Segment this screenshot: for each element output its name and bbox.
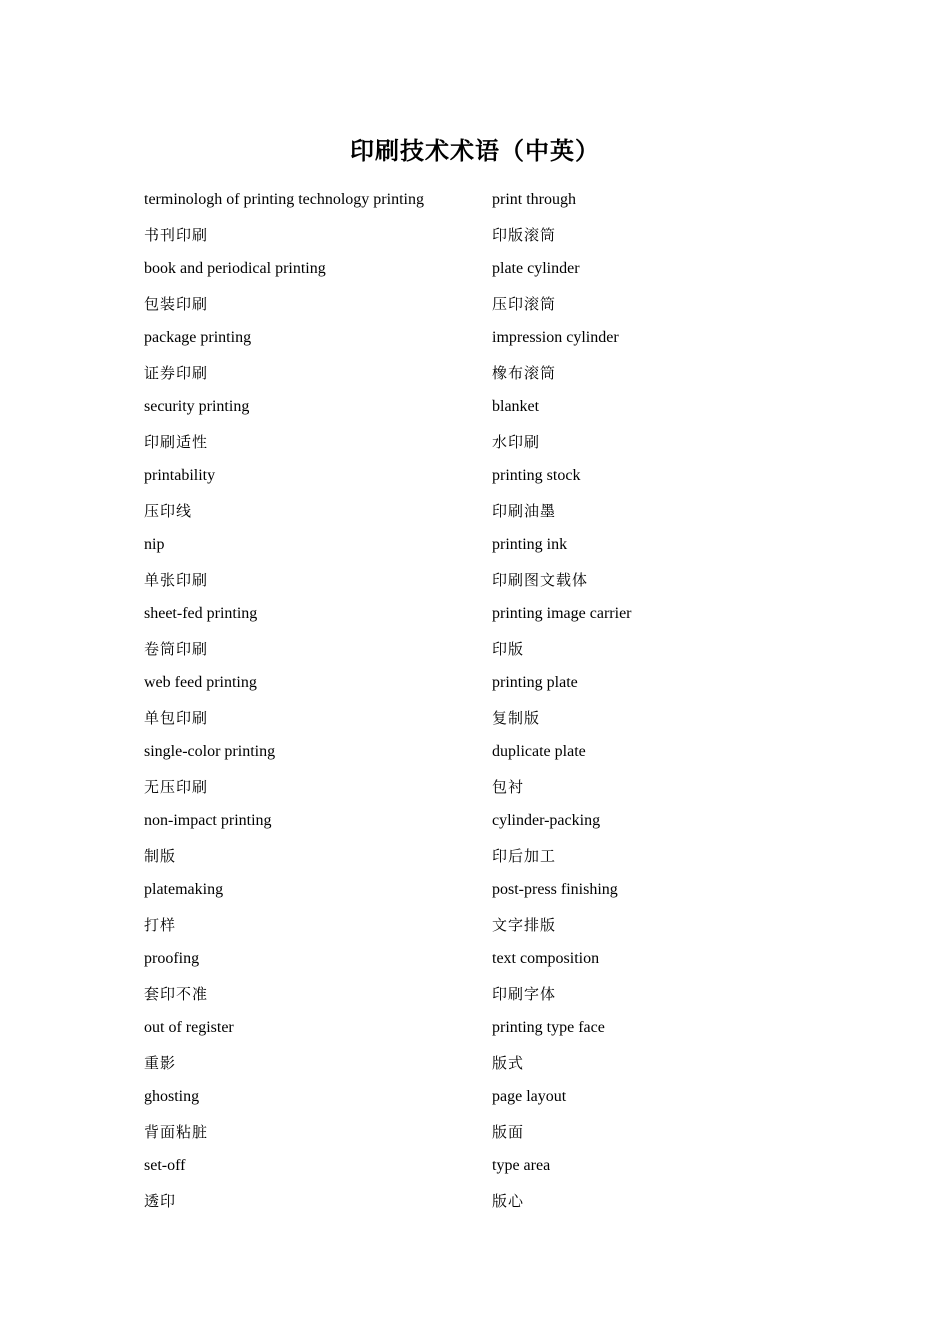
english-term: page layout bbox=[492, 1088, 567, 1105]
chinese-term: 文字排版 bbox=[492, 915, 557, 934]
chinese-term: 版心 bbox=[492, 1191, 525, 1210]
chinese-term: 印刷油墨 bbox=[492, 501, 557, 520]
chinese-term: 打样 bbox=[144, 915, 177, 934]
chinese-term: 版式 bbox=[492, 1053, 525, 1072]
chinese-term: 印刷图文载体 bbox=[492, 570, 589, 589]
english-term: printing plate bbox=[492, 674, 578, 691]
english-term: nip bbox=[144, 536, 165, 553]
chinese-term: 印版滚筒 bbox=[492, 225, 557, 244]
chinese-term: 重影 bbox=[144, 1053, 177, 1072]
chinese-term: 书刊印刷 bbox=[144, 225, 209, 244]
chinese-term: 印刷适性 bbox=[144, 432, 209, 451]
chinese-term: 印刷字体 bbox=[492, 984, 557, 1003]
english-term: plate cylinder bbox=[492, 260, 580, 277]
english-term: platemaking bbox=[144, 881, 224, 898]
chinese-term: 单张印刷 bbox=[144, 570, 209, 589]
english-term: proofing bbox=[144, 950, 200, 967]
english-term: type area bbox=[492, 1157, 551, 1174]
chinese-term: 套印不准 bbox=[144, 984, 209, 1003]
english-term: non-impact printing bbox=[144, 812, 272, 829]
english-term: out of register bbox=[144, 1019, 234, 1036]
english-term: book and periodical printing bbox=[144, 260, 326, 277]
english-term: printing stock bbox=[492, 467, 581, 484]
english-term: blanket bbox=[492, 398, 540, 415]
left-term-column bbox=[144, 183, 484, 1218]
english-term: ghosting bbox=[144, 1088, 200, 1105]
chinese-term: 证券印刷 bbox=[144, 363, 209, 382]
english-term: printability bbox=[144, 467, 216, 484]
english-term: printing image carrier bbox=[492, 605, 632, 622]
document-title: 印刷技术术语（中英） bbox=[350, 137, 600, 165]
english-term: print through bbox=[492, 191, 576, 208]
chinese-term: 版面 bbox=[492, 1122, 525, 1141]
chinese-term: 背面粘脏 bbox=[144, 1122, 209, 1141]
english-term: security printing bbox=[144, 398, 250, 415]
chinese-term: 透印 bbox=[144, 1191, 177, 1210]
english-term: duplicate plate bbox=[492, 743, 586, 760]
chinese-term: 印后加工 bbox=[492, 846, 557, 865]
chinese-term: 卷筒印刷 bbox=[144, 639, 209, 658]
english-term: web feed printing bbox=[144, 674, 257, 691]
english-term: package printing bbox=[144, 329, 252, 346]
chinese-term: 无压印刷 bbox=[144, 777, 209, 796]
english-term: impression cylinder bbox=[492, 329, 619, 346]
chinese-term: 制版 bbox=[144, 846, 177, 865]
english-term: terminologh of printing technology printing bbox=[144, 191, 424, 208]
chinese-term: 压印滚筒 bbox=[492, 294, 557, 313]
right-term-column bbox=[492, 183, 832, 1218]
chinese-term: 复制版 bbox=[492, 708, 541, 727]
english-term: cylinder-packing bbox=[492, 812, 601, 829]
english-term: printing type face bbox=[492, 1019, 605, 1036]
english-term: post-press finishing bbox=[492, 881, 618, 898]
chinese-term: 印版 bbox=[492, 639, 525, 658]
english-term: printing ink bbox=[492, 536, 568, 553]
english-term: sheet-fed printing bbox=[144, 605, 258, 622]
chinese-term: 压印线 bbox=[144, 501, 193, 520]
chinese-term: 橡布滚筒 bbox=[492, 363, 557, 382]
english-term: text composition bbox=[492, 950, 600, 967]
english-term: single-color printing bbox=[144, 743, 276, 760]
chinese-term: 包衬 bbox=[492, 777, 525, 796]
english-term: set-off bbox=[144, 1157, 186, 1174]
chinese-term: 包装印刷 bbox=[144, 294, 209, 313]
chinese-term: 水印刷 bbox=[492, 432, 541, 451]
chinese-term: 单包印刷 bbox=[144, 708, 209, 727]
